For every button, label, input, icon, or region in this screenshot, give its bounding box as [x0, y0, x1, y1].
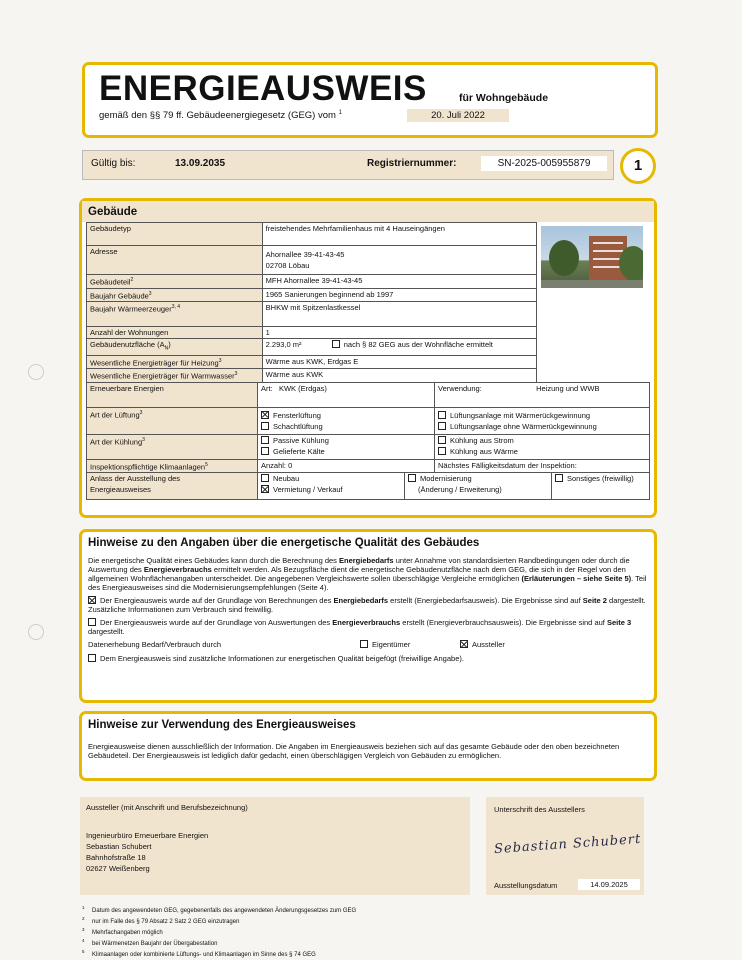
anlass-table — [86, 472, 650, 500]
lueftung-col2: Lüftungsanlage mit Wärmerückgewinnung Lüftungsanlage ohne Wärmerückgewinnung — [435, 407, 650, 434]
law-date: 20. Juli 2022 — [407, 109, 509, 122]
building-section — [79, 198, 657, 518]
page-number: 1 — [633, 157, 643, 174]
erneuerbar-label: Erneuerbare Energien — [87, 382, 258, 407]
row-nutzflaeche — [87, 339, 651, 356]
datenerhebung-row — [88, 640, 648, 651]
nutzflaeche-value — [262, 339, 536, 356]
building-title: Gebäude — [82, 201, 654, 222]
baujahr-value: 1965 Sanierungen beginnend ab 1997 — [262, 288, 536, 302]
ausstellungsdatum-label: Ausstellungsdatum — [494, 881, 558, 890]
hinweise-paragraph: Die energetische Qualität eines Gebäudes kann durch die Berechnung des Energiebedarfs unter Annahme von standardisierten Randbedingungen oder durch die Auswertung des Energieverbrauchs ermittelt werden. Als Bezugsfläche dient die energetische Gebäudenutzfläche nach dem GEG, die sich in der Regel von den allgemeinen Wohnflächenangaben unterscheidet. Die angegebenen Vergleichswerte sollen überschlägige Vergleiche ermöglichen (Erläuterungen – siehe Seite 5). Teil des Energieausweises sind die Modernisierungsempfehlungen (Seite 4). — [88, 556, 647, 592]
adresse-label: Adresse — [87, 246, 263, 275]
footnote: $^4$bei Wärmenetzen Baujahr der Übergabestation — [82, 938, 218, 947]
valid-date: 13.09.2035 — [175, 158, 226, 169]
page-number-badge — [620, 148, 656, 184]
lueftung-ohne-wrg-checkbox[interactable] — [438, 422, 446, 430]
kuehlung-col2: Kühlung aus Strom Kühlung aus Wärme — [435, 434, 650, 459]
hinweise-title: Hinweise zu den Angaben über die energetische Qualität des Gebäudes — [88, 537, 480, 549]
law-line — [99, 110, 342, 121]
valid-label: Gültig bis: — [91, 158, 136, 169]
gebaeudetyp-label: Gebäudetyp — [87, 223, 263, 246]
lueftung-mit-wrg-checkbox[interactable] — [438, 411, 446, 419]
modernisierung-checkbox[interactable] — [408, 474, 416, 482]
adresse-line1: Ahornallee 39-41-43-45 — [265, 250, 345, 259]
klima-anzahl: Anzahl: 0 — [258, 459, 435, 473]
row-heizung — [87, 355, 651, 369]
row-klima — [87, 459, 650, 473]
baujahr-label: Baujahr Gebäude$^3$ — [87, 288, 263, 302]
verwendung-section — [79, 711, 657, 781]
erneuerbar-verwendung: Verwendung: Heizung und WWB — [435, 382, 650, 407]
kuehlung-col1: Passive Kühlung Gelieferte Kälte — [258, 434, 435, 459]
zusatzinfo-option: Dem Energieausweis sind zusätzliche Informationen zur energetischen Qualität beigefügt (freiwillige Angabe). — [88, 654, 648, 663]
aussteller-address: Ingenieurbüro Erneuerbare Energien Sebastian Schubert Bahnhofstraße 18 02627 Weißenberg — [86, 831, 209, 873]
verwendung-title: Hinweise zur Verwendung des Energieausweises — [88, 719, 356, 731]
ausstellungsdatum-value: 14.09.2025 — [578, 879, 640, 890]
aussteller-block — [80, 797, 470, 895]
law-text: gemäß den §§ 79 ff. Gebäudeenergiegesetz (GEG) vom — [99, 110, 336, 122]
datenerhebung-label: Datenerhebung Bedarf/Verbrauch durch — [88, 640, 222, 649]
signature-block — [486, 797, 644, 895]
footnote: $^1$Datum des angewendeten GEG, gegebenenfalls des angewendeten Änderungsgesetzes zum GEG — [82, 905, 357, 914]
row-baujahr — [87, 288, 651, 302]
klima-faellig: Nächstes Fälligkeitsdatum der Inspektion: — [435, 459, 650, 473]
warmwasser-label: Wesentliche Energieträger für Warmwasser$^3$ — [87, 369, 263, 383]
signature: Sebastian Schubert — [493, 831, 642, 858]
aussteller-checkbox[interactable] — [460, 640, 468, 648]
eigentuemer-label: Eigentümer — [372, 640, 411, 649]
schachtlueftung-checkbox[interactable] — [261, 422, 269, 430]
row-waermeerzeuger — [87, 302, 651, 327]
fensterlueftung-checkbox[interactable] — [261, 411, 269, 419]
gebaeudeteil-label: Gebäudeteil$^2$ — [87, 275, 263, 289]
erneuerbar-art-value: KWK (Erdgas) — [278, 383, 327, 393]
eigentuemer-checkbox[interactable] — [360, 640, 368, 648]
validity-bar — [82, 150, 614, 180]
nutzflaeche-label: Gebäudenutzfläche $(A_N)$ — [87, 339, 263, 356]
aussteller-label: Aussteller (mit Anschrift und Berufsbezeichnung) — [86, 803, 248, 812]
gebaeudetyp-value: freistehendes Mehrfamilienhaus mit 4 Hauseingängen — [262, 223, 536, 246]
klima-label: Inspektionspflichtige Klimaanlagen$^5$ — [87, 459, 258, 473]
row-warmwasser — [87, 369, 651, 383]
nutzflaeche-amount: 2.293,0 m² — [265, 340, 302, 349]
verbrauchsausweis-checkbox[interactable] — [88, 618, 96, 626]
adresse-value — [262, 246, 536, 275]
header-box — [82, 62, 658, 138]
adresse-line2: 02708 Löbau — [265, 261, 310, 270]
kuehlung-label: Art der Kühlung$^3$ — [87, 434, 258, 459]
gebaeudeteil-value: MFH Ahornallee 39-41-43-45 — [262, 275, 536, 289]
sonstiges-checkbox[interactable] — [555, 474, 563, 482]
building-photo — [541, 226, 643, 288]
nutzflaeche-checkbox[interactable] — [332, 340, 340, 348]
punch-hole — [28, 364, 44, 380]
verwendung-value: Heizung und WWB — [536, 383, 600, 393]
reg-number: SN-2025-005955879 — [481, 156, 607, 171]
heizung-value: Wärme aus KWK, Erdgas E — [262, 355, 536, 369]
building-table — [86, 222, 650, 383]
lueftung-label: Art der Lüftung$^3$ — [87, 407, 258, 434]
kuehlung-waerme-checkbox[interactable] — [438, 447, 446, 455]
document-subtitle: für Wohngebäude — [459, 92, 549, 104]
bedarfsausweis-checkbox[interactable] — [88, 596, 96, 604]
row-anlass — [87, 473, 650, 500]
anlass-col1: Neubau Vermietung / Verkauf — [258, 473, 405, 500]
verwendung-text: Energieausweise dienen ausschließlich der Information. Die Angaben im Energieausweis beziehen sich auf das gesamte Gebäude oder den oben bezeichneten Gebäudeteil. Der Energieausweis ist lediglich dafür gedacht, einen überschlägigen Vergleich von Gebäuden zu ermöglichen. — [88, 742, 620, 760]
passive-kuehlung-checkbox[interactable] — [261, 436, 269, 444]
wohnungen-value: 1 — [262, 327, 536, 339]
anlass-col2: Modernisierung (Änderung / Erweiterung) — [405, 473, 552, 500]
footnote: $^2$nur im Falle des § 79 Absatz 2 Satz 2 GEG einzutragen — [82, 916, 240, 925]
row-gebaeudetyp — [87, 223, 651, 246]
punch-hole — [28, 624, 44, 640]
photo-cell — [536, 223, 650, 289]
wohnungen-label: Anzahl der Wohnungen — [87, 327, 263, 339]
row-lueftung — [87, 407, 650, 434]
waermeerzeuger-value: BHKW mit Spitzenlastkessel — [262, 302, 536, 327]
signature-label: Unterschrift des Ausstellers — [494, 805, 585, 814]
footnote: $^3$Mehrfachangaben möglich — [82, 927, 163, 936]
waermeerzeuger-label: Baujahr Wärmeerzeuger$^{3, 4}$ — [87, 302, 263, 327]
anlass-label: Anlass der Ausstellung des Energieausweises — [87, 473, 258, 500]
law-sup: 1 — [338, 110, 342, 116]
erneuerbar-art: Art: KWK (Erdgas) — [258, 382, 435, 407]
neubau-checkbox[interactable] — [261, 474, 269, 482]
footnote: $^5$Klimaanlagen oder kombinierte Lüftungs- und Klimaanlagen im Sinne des § 74 GEG — [82, 949, 316, 958]
aussteller-option-label: Aussteller — [472, 640, 505, 649]
warmwasser-value: Wärme aus KWK — [262, 369, 536, 383]
row-kuehlung — [87, 434, 650, 459]
verbrauchsausweis-option: Der Energieausweis wurde auf der Grundlage von Auswertungen des Energieverbrauchs erstellt (Energieverbrauchsausweis). Die Ergebnisse sind auf Seite 3 dargestellt. — [88, 618, 632, 636]
row-erneuerbar — [87, 382, 650, 407]
kuehlung-strom-checkbox[interactable] — [438, 436, 446, 444]
row-wohnungen — [87, 327, 651, 339]
heizung-label: Wesentliche Energieträger für Heizung$^3$ — [87, 355, 263, 369]
lueftung-col1: Fensterlüftung Schachtlüftung — [258, 407, 435, 434]
nutzflaeche-option: nach § 82 GEG aus der Wohnfläche ermittelt — [343, 340, 493, 349]
gelieferte-kaelte-checkbox[interactable] — [261, 447, 269, 455]
hinweise-section — [79, 529, 657, 703]
building-table-lower — [86, 382, 650, 474]
bedarfsausweis-option: Der Energieausweis wurde auf der Grundlage von Berechnungen des Energiebedarfs erstellt (Energiebedarfsausweis). Die Ergebnisse sind auf Seite 2 dargestellt. Zusätzliche Informationen zum Verbrauch sind freiwillig. — [88, 596, 646, 614]
reg-label: Registriernummer: — [367, 158, 457, 169]
zusatzinfo-checkbox[interactable] — [88, 654, 96, 662]
document-title: ENERGIEAUSWEIS — [99, 69, 427, 108]
footnotes — [82, 904, 642, 959]
anlass-col3: Sonstiges (freiwillig) — [552, 473, 650, 500]
vermietung-checkbox[interactable] — [261, 485, 269, 493]
